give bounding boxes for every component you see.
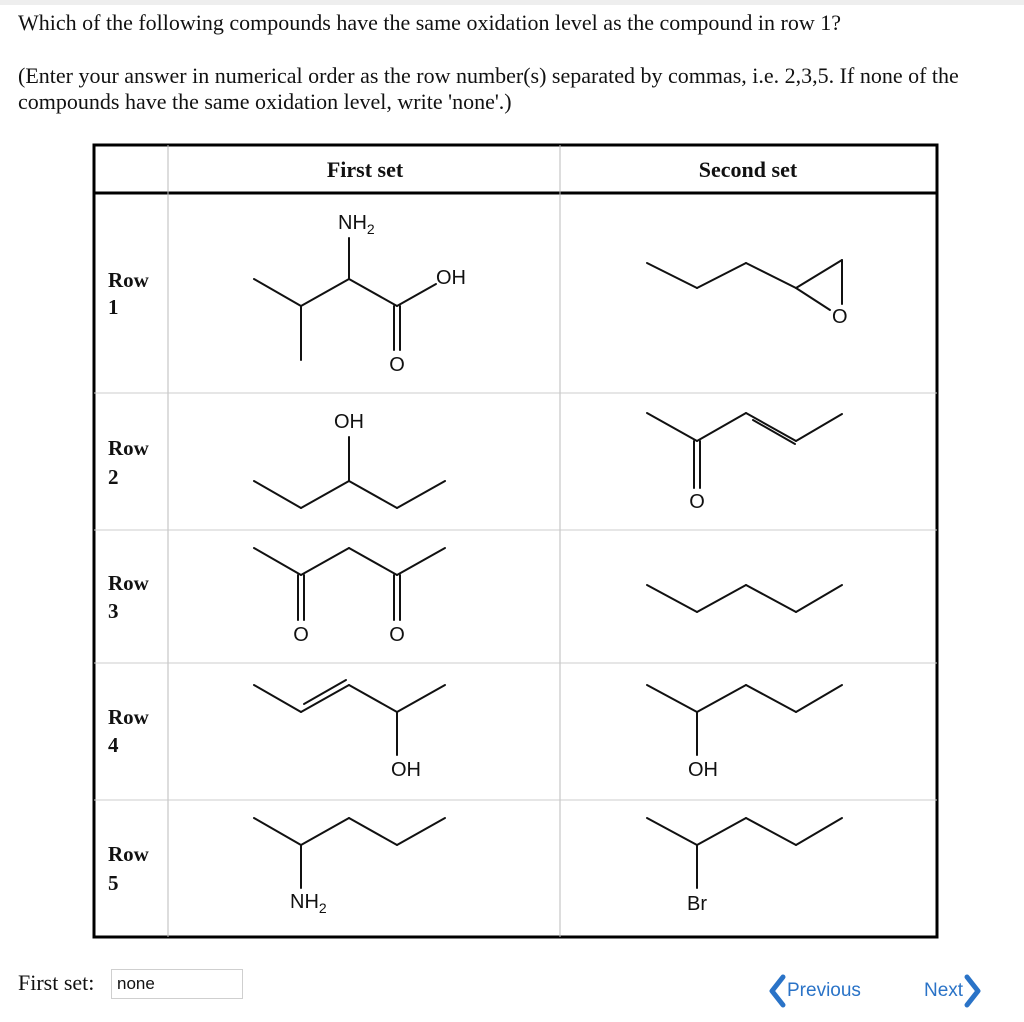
row-4-label-num: 4 [108,733,119,757]
previous-label: Previous [787,980,861,1001]
row-4-first-structure [254,680,445,755]
row-4-second-structure [647,685,842,755]
r1-first-o-label: O [389,354,405,376]
row-5-label-num: 5 [108,871,119,895]
row-3-label-num: 3 [108,599,119,623]
instructions-text: (Enter your answer in numerical order as the row number(s) separated by commas, i.e. 2,3,5. If none of the compounds have the same oxidation level, write 'none'.) [18,63,959,114]
header-second-set: Second set [698,157,798,182]
r3-first-o2-label: O [389,624,405,646]
row-5-first-structure [254,818,445,888]
r3-first-o1-label: O [293,624,309,646]
r1-second-o-label: O [832,306,848,328]
chevron-left-icon [767,974,787,1008]
row-5-second-structure [647,818,842,888]
previous-button[interactable] [767,974,861,1008]
row-1-second-structure [647,260,842,310]
r4-second-oh-label: OH [688,759,718,781]
row-3-label-word: Row [108,571,149,595]
row-1-label-num: 1 [108,295,119,319]
row-3-second-structure [647,585,842,612]
row-1-first-structure [254,238,436,360]
r2-first-oh-label: OH [334,411,364,433]
row-2-label-word: Row [108,436,149,460]
r1-first-nh2-label: $NH_2$ [338,212,375,237]
r5-second-br-label: Br [687,893,707,915]
header-first-set: First set [326,157,404,182]
chevron-right-icon [963,974,983,1008]
next-label: Next [924,980,964,1001]
row-5-label-word: Row [108,842,149,866]
first-set-answer-input[interactable] [111,969,243,999]
question-text: Which of the following compounds have the same oxidation level as the compound in row 1? [18,10,841,35]
r2-second-o-label: O [689,491,705,513]
row-1-label-word: Row [108,268,149,292]
row-4-label-word: Row [108,705,149,729]
first-set-label: First set: [18,970,95,995]
r1-first-oh-label: OH [436,267,466,289]
r4-first-oh-label: OH [391,759,421,781]
row-2-second-structure [647,413,842,488]
row-2-label-num: 2 [108,465,119,489]
r5-first-nh2-label: $NH_2$ [290,891,327,916]
next-button[interactable] [924,974,983,1008]
row-2-first-structure [254,437,445,508]
row-3-first-structure [254,548,445,620]
